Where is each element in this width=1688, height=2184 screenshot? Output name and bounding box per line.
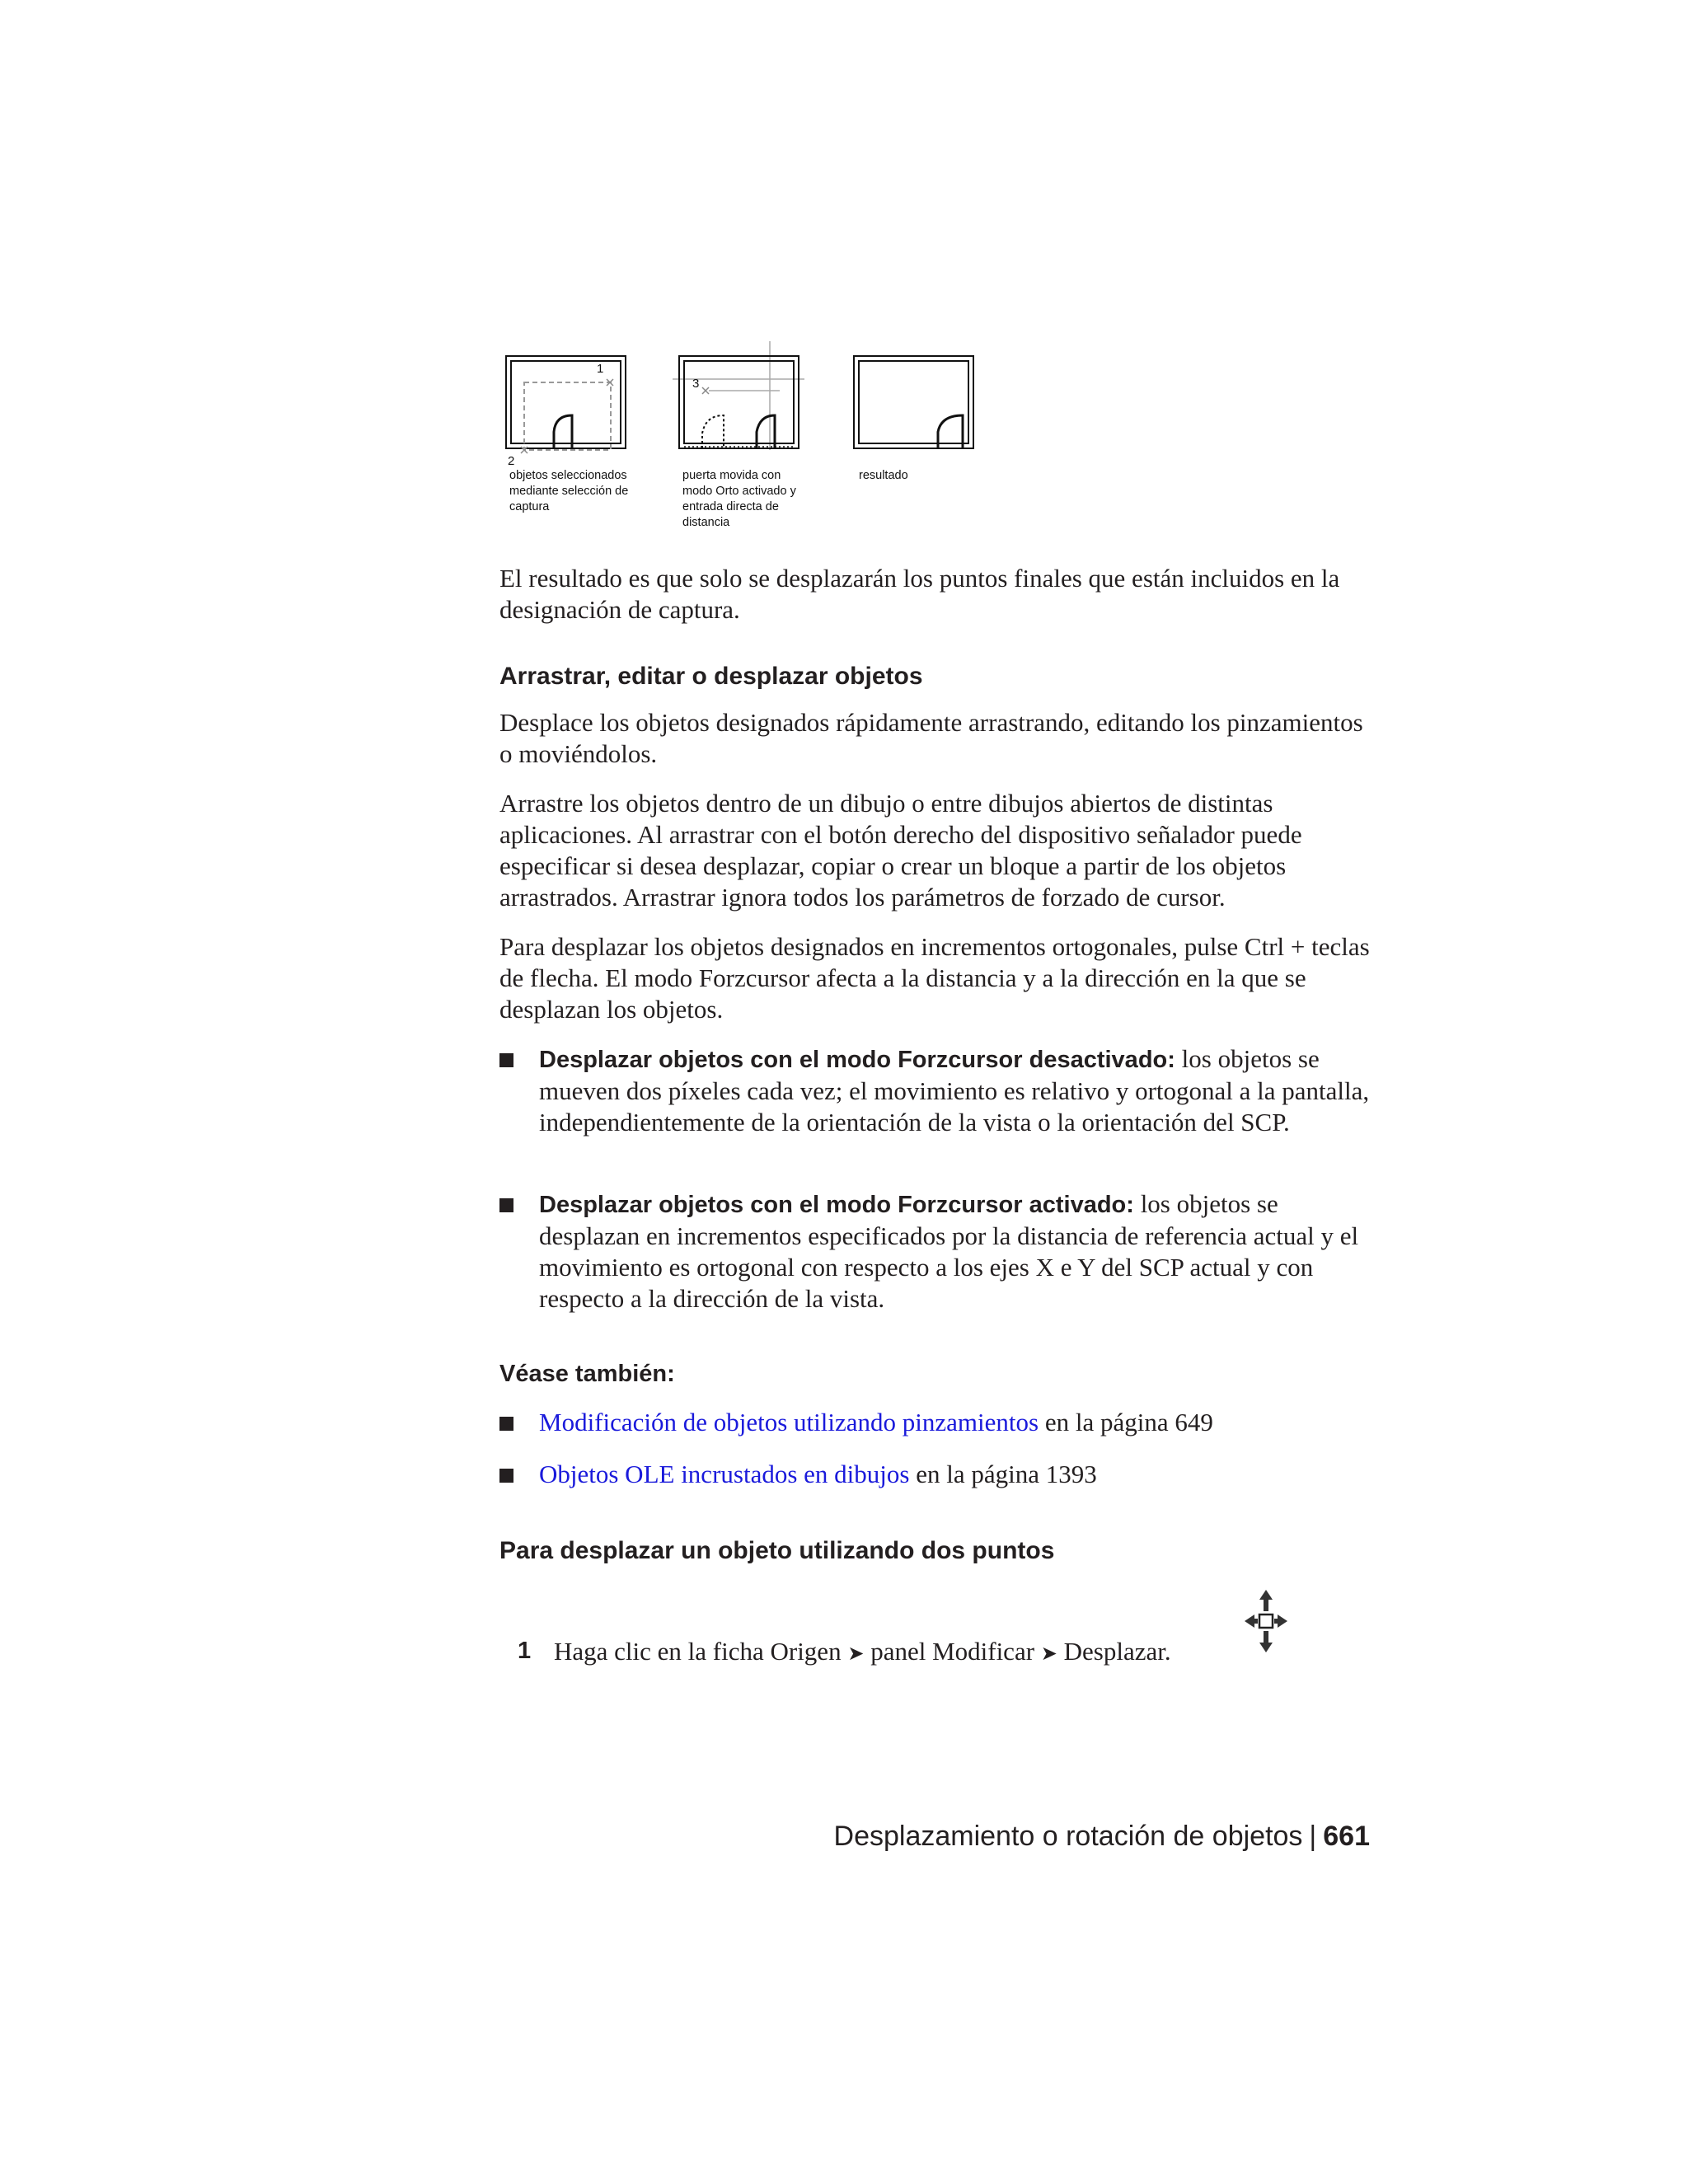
marker-1: 1 bbox=[597, 362, 604, 376]
link-modify-with-grips[interactable]: Modificación de objetos utilizando pinzamientos bbox=[539, 1408, 1039, 1436]
link-ole-objects[interactable]: Objetos OLE incrustados en dibujos bbox=[539, 1460, 910, 1488]
paragraph-ortho-increments: Para desplazar los objetos designados en incrementos ortogonales, pulse Ctrl + teclas de flecha. El modo Forzcursor afecta a la distancia y a la dirección en la que se desplazan los objetos. bbox=[499, 932, 1370, 1024]
paragraph-drag-intro: Desplace los objetos designados rápidamente arrastrando, editando los pinzamientos o moviéndolos. bbox=[499, 708, 1363, 768]
figure-panel-selection bbox=[499, 346, 640, 470]
figure-caption-2: puerta movida con modo Orto activado y entrada directa de distancia bbox=[682, 469, 796, 529]
marker-3: 3 bbox=[692, 377, 700, 391]
procedure-heading: Para desplazar un objeto utilizando dos puntos bbox=[499, 1537, 1055, 1564]
marker-2: 2 bbox=[508, 454, 515, 468]
bullet-square-icon bbox=[499, 1198, 513, 1212]
move-icon bbox=[1243, 1586, 1289, 1656]
bullet-square-icon bbox=[499, 1469, 513, 1483]
intro-paragraph: El resultado es que solo se desplazarán los puntos finales que están incluidos en la designación de captura. bbox=[499, 564, 1340, 624]
paragraph-drag-details: Arrastre los objetos dentro de un dibujo o entre dibujos abiertos de distintas aplicaciones. Al arrastrar con el botón derecho del dispositivo señalador puede especificar si desea desplazar, copiar o crear un bloque a partir de los objetos arrastrados. Arrastrar ignora todos los parámetros de forzado de cursor. bbox=[499, 789, 1302, 912]
step-1-text: Haga clic en la ficha Origen ➤ panel Modificar ➤ Desplazar. bbox=[554, 1637, 1171, 1666]
arrow-right-icon: ➤ bbox=[1040, 1642, 1057, 1665]
page-number: 661 bbox=[1323, 1821, 1370, 1852]
figure-caption-3: resultado bbox=[859, 469, 908, 482]
page-footer: Desplazamiento o rotación de objetos | 661 bbox=[833, 1821, 1370, 1852]
footer-chapter-title: Desplazamiento o rotación de objetos bbox=[833, 1821, 1303, 1852]
bullet-square-icon bbox=[499, 1053, 513, 1067]
step-number: 1 bbox=[518, 1638, 532, 1664]
bullet-square-icon bbox=[499, 1417, 513, 1431]
figure-move-stretch bbox=[499, 346, 1010, 536]
arrow-right-icon: ➤ bbox=[847, 1642, 865, 1665]
see-also-heading: Véase también: bbox=[499, 1361, 675, 1387]
figure-caption-1: objetos seleccionados mediante selección de captura bbox=[509, 469, 629, 513]
section-heading-drag: Arrastrar, editar o desplazar objetos bbox=[499, 663, 923, 690]
figure-panel-ortho bbox=[673, 338, 813, 470]
figure-panel-result bbox=[847, 346, 987, 470]
